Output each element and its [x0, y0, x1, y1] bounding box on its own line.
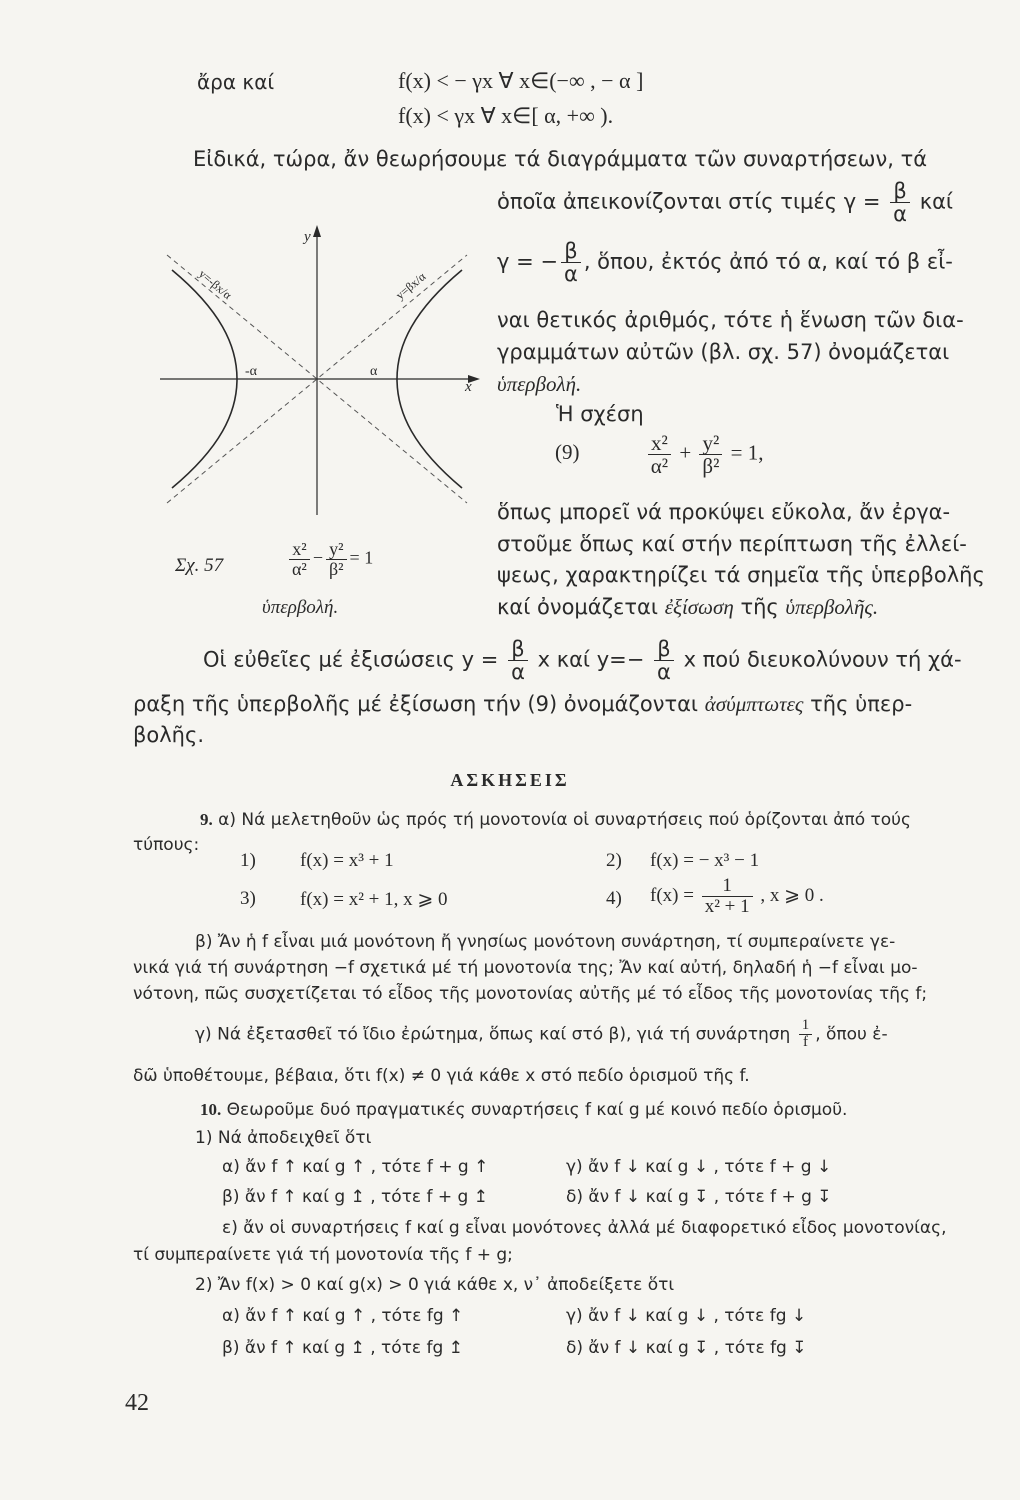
hyperbola-diagram — [160, 225, 490, 520]
frac-den: α — [893, 202, 907, 227]
frac-num: 1 — [799, 1018, 813, 1035]
exercise-10-g2: γ) ἄν f ↓ καί g ↓ , τότε fg ↓ — [566, 1306, 807, 1326]
equation-9 — [555, 432, 763, 477]
hyperbola-term: ὑπερβολῆς. — [785, 595, 879, 619]
exercise-10-e-line-2: τί συμπεραίνετε γιά τή μονοτονία τῆς f + g; — [133, 1245, 513, 1265]
exercise-9-f2-num: 2) — [606, 850, 622, 871]
asymptote-left-label: y=-βx/α — [196, 266, 235, 303]
frac-num: x² — [289, 540, 310, 560]
f4-lhs: f(x) = — [650, 884, 694, 906]
exercise-9-text: α) Νά μελετηθοῦν ὡς πρός τή μονοτονία οἱ συναρτήσεις πού ὁρίζονται ἀπό τούς — [218, 810, 911, 830]
frac-den: α — [657, 660, 671, 685]
exercise-10-part-1: 1) Νά ἀποδειχθεῖ ὅτι — [195, 1128, 372, 1148]
exercise-9-cont: τύπους: — [133, 835, 200, 855]
frac-num: β — [561, 240, 581, 263]
frac-num: β — [654, 638, 674, 661]
exercise-10-d: δ) ἄν f ↓ καί g ↧ , τότε f + g ↧ — [566, 1187, 832, 1207]
asymptote-line-3: βολῆς. — [133, 723, 204, 747]
exercise-10-d2: δ) ἄν f ↓ καί g ↧ , τότε fg ↧ — [566, 1338, 807, 1358]
intro-line-2-text: ὁποῖα ἀπεικονίζονται στίς τιμές γ = — [497, 189, 881, 214]
exercise-9-number: 9. — [200, 810, 213, 829]
asym-text-2a: ραξη τῆς ὑπερβολῆς μέ ἐξίσωση τήν (9) ὀνομάζονται — [133, 692, 699, 716]
exercise-9-g-line-1 — [195, 1018, 888, 1051]
intro-line-3 — [497, 240, 953, 285]
frac-den: α² — [650, 454, 669, 479]
exercise-10-part-2: 2) Ἄν f(x) > 0 καί g(x) > 0 γιά κάθε x, ν᾽ ἀποδείξετε ὅτι — [195, 1275, 675, 1295]
x-axis-label: x — [465, 379, 472, 395]
inequality-1: f(x) < − γx ∀ x∈(−∞ , − α ] — [398, 68, 644, 93]
equation-rhs: = 1, — [730, 440, 764, 465]
intro-line-10: ψεως, χαρακτηρίζει τά σημεῖα τῆς ὑπερβολῆς — [497, 563, 985, 587]
frac-den: x² + 1 — [704, 895, 750, 917]
frac-den: α² — [292, 558, 307, 579]
frac-num: x² — [648, 432, 671, 455]
exercise-10-line-1 — [200, 1100, 847, 1120]
intro-line-5: γραμμάτων αὐτῶν (βλ. σχ. 57) ὀνομάζεται — [497, 340, 950, 364]
figure-caption-equation — [286, 540, 373, 579]
intro-line-9: στοῦμε ὅπως καί στήν περίπτωση τῆς ἐλλεί- — [497, 532, 967, 556]
exercise-9-f1-num: 1) — [240, 850, 256, 871]
intro-line-1: Εἰδικά, τώρα, ἄν θεωρήσουμε τά διαγράμματα τῶν συναρτήσεων, τά — [193, 147, 928, 171]
asym-text-b: x καί y=− — [537, 647, 645, 672]
asymptote-right-label: y=βx/α — [392, 269, 429, 303]
exercise-10-b: β) ἄν f ↑ καί g ↥ , τότε f + g ↥ — [222, 1187, 488, 1207]
frac-num: β — [890, 180, 910, 203]
g1-text: γ) Νά ἐξετασθεῖ τό ἴδιο ἐρώτημα, ὅπως καί στό β), γιά τή συνάρτηση — [195, 1024, 791, 1045]
y-axis-arrow — [313, 225, 321, 237]
y-axis-label: y — [304, 229, 311, 245]
frac-den: β² — [702, 454, 720, 479]
intro-line-3-text: , ὅπου, ἐκτός ἀπό τό α, καί τό β εἶ- — [583, 249, 953, 274]
frac-num: 1 — [702, 876, 753, 897]
ara-kai: ἄρα καί — [197, 70, 275, 94]
plus-sign: + — [679, 440, 692, 465]
exercise-9-f4 — [650, 876, 824, 917]
exercise-10-b2: β) ἄν f ↑ καί g ↥ , τότε fg ↥ — [222, 1338, 463, 1358]
frac-num: y² — [326, 540, 347, 560]
exercise-9-f2: f(x) = − x³ − 1 — [650, 850, 760, 871]
exercise-9-f1: f(x) = x³ + 1 — [300, 850, 394, 871]
exercise-10-a2: α) ἄν f ↑ καί g ↑ , τότε fg ↑ — [222, 1306, 464, 1326]
equation-term: ἐξίσωση — [664, 595, 734, 619]
intro-line-11-c: τῆς — [740, 595, 779, 619]
neg-a-label: -α — [245, 364, 257, 379]
intro-hyperbola-term: ὑπερβολή. — [497, 372, 582, 396]
frac-den: β² — [328, 558, 344, 579]
asymptotes-term: ἀσύμπτωτες — [704, 692, 804, 716]
exercise-9-f4-num: 4) — [606, 888, 622, 909]
f4-domain: , x ⩾ 0 . — [760, 884, 824, 906]
gamma-minus: γ = − — [497, 249, 558, 274]
exercise-9-b-line-2: νικά γιά τή συνάρτηση −f σχετικά μέ τή μονοτονία της; Ἄν καί αὐτή, δηλαδή ἡ −f εἶναι μο- — [133, 958, 918, 978]
exercise-10-e-line-1: ε) ἄν οἱ συναρτήσεις f καί g εἶναι μονότονες ἀλλά μέ διαφορετικό εἶδος μονοτονίας, — [222, 1218, 947, 1238]
intro-line-4: ναι θετικός ἀριθμός, τότε ἡ ἕνωση τῶν δια- — [497, 308, 964, 332]
exercise-10-text: Θεωροῦμε δυό πραγματικές συναρτήσεις f καί g μέ κοινό πεδίο ὁρισμοῦ. — [226, 1100, 848, 1120]
frac-num: y² — [699, 432, 722, 455]
intro-line-8: ὅπως μπορεῖ νά προκύψει εὔκολα, ἄν ἐργα- — [497, 500, 951, 524]
intro-line-11 — [497, 595, 878, 620]
intro-line-7: Ἡ σχέση — [556, 402, 644, 426]
frac-den: α — [563, 262, 578, 287]
exercises-heading: ΑΣΚΗΣΕΙΣ — [450, 770, 570, 790]
caption-rhs: = 1 — [349, 547, 374, 568]
exercise-10-a: α) ἄν f ↑ καί g ↑ , τότε f + g ↑ — [222, 1157, 489, 1177]
exercise-10-number: 10. — [200, 1100, 222, 1119]
exercise-9-line-1 — [200, 810, 911, 830]
frac-num: β — [508, 638, 528, 661]
equation-number: (9) — [555, 440, 580, 465]
inequality-2: f(x) < γx ∀ x∈[ α, +∞ ). — [398, 103, 614, 128]
asym-text-c: x πού διευκολύνουν τή χά- — [683, 647, 962, 672]
minus-sign: − — [312, 547, 323, 568]
frac-den: f — [802, 1033, 808, 1050]
exercise-10-g: γ) ἄν f ↓ καί g ↓ , τότε f + g ↓ — [566, 1157, 832, 1177]
exercise-9-f3-num: 3) — [240, 888, 256, 909]
asymptote-line-1 — [203, 638, 962, 683]
exercise-9-f3: f(x) = x² + 1, x ⩾ 0 — [300, 889, 448, 910]
intro-line-2-end: καί — [919, 189, 954, 214]
figure-57-hyperbola — [160, 225, 490, 520]
figure-caption-name: ὑπερβολή. — [262, 597, 339, 618]
a-label: α — [370, 364, 378, 379]
exercise-9-g-line-2: δῶ ὑποθέτουμε, βέβαια, ὅτι f(x) ≠ 0 γιά κάθε x στό πεδίο ὁρισμοῦ τῆς f. — [133, 1066, 750, 1086]
intro-line-2 — [497, 180, 953, 225]
asymptote-line-2 — [133, 692, 912, 717]
g1-end: , ὅπου ἐ- — [815, 1024, 888, 1045]
exercise-9-b-line-1: β) Ἄν ἡ f εἶναι μιά μονότονη ἤ γνησίως μονότονη συνάρτηση, τί συμπεραίνετε γε- — [195, 932, 896, 952]
figure-caption-number: Σχ. 57 — [175, 555, 224, 576]
intro-line-11-a: καί ὀνομάζεται — [497, 595, 658, 619]
asym-text-a: Οἱ εὐθεῖες μέ ἐξισώσεις y = — [203, 647, 499, 672]
asym-text-2c: τῆς ὑπερ- — [810, 692, 913, 716]
exercise-9-b-line-3: νότονη, πῶς συσχετίζεται τό εἶδος τῆς μονοτονίας αὐτῆς μέ τό εἶδος τῆς μονοτονίας τῆς f; — [133, 984, 928, 1004]
page-number: 42 — [125, 1390, 149, 1416]
frac-den: α — [511, 660, 525, 685]
